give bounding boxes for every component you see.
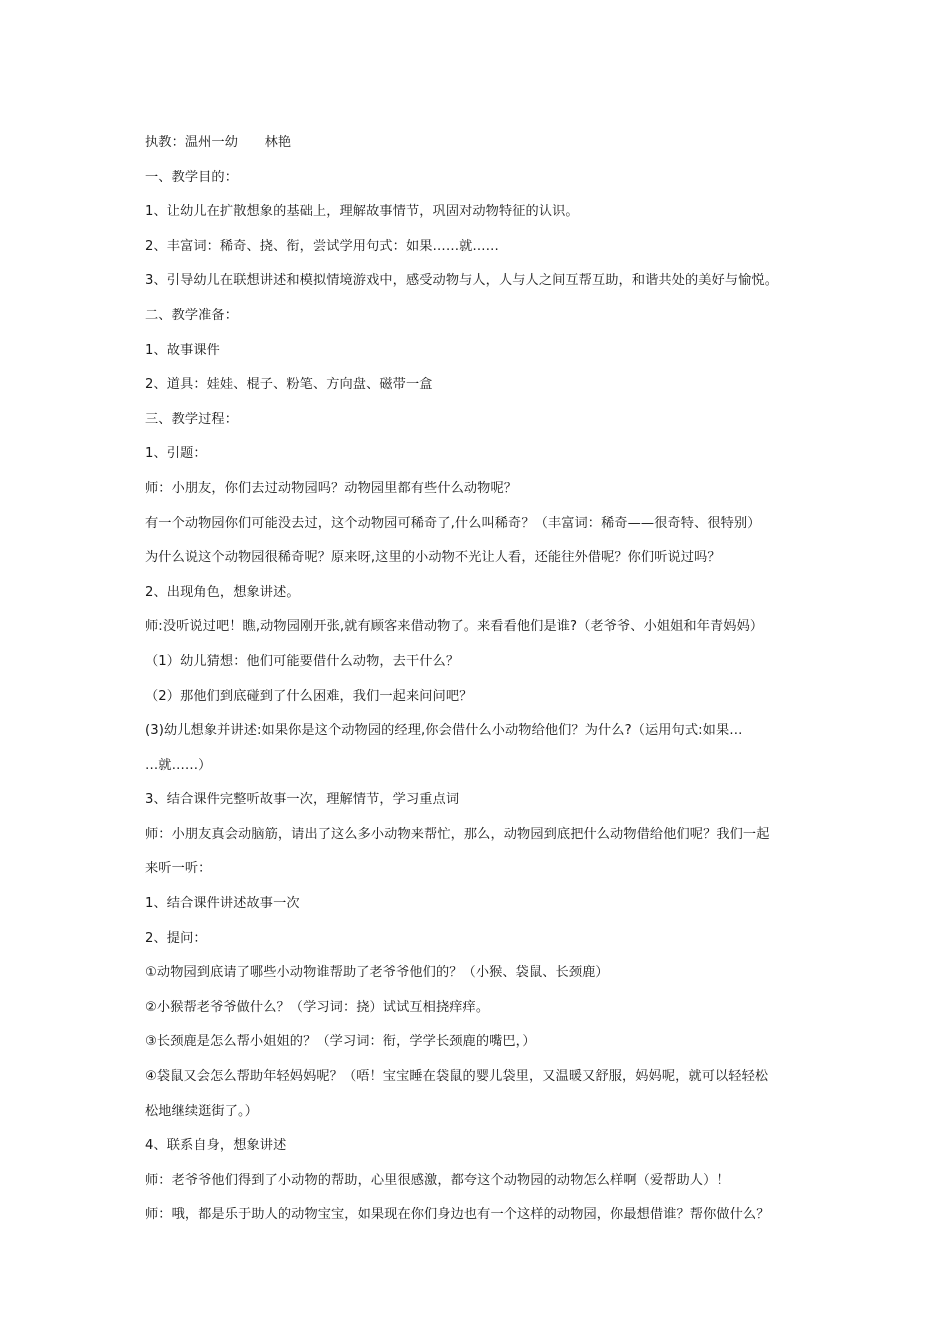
list-item: 1、结合课件讲述故事一次 — [145, 896, 300, 912]
preparation-item-1: 1、故事课件 — [145, 342, 220, 358]
preparation-item-2: 2、道具：娃娃、棍子、粉笔、方向盘、磁带一盒 — [145, 377, 433, 393]
section-heading-process: 三、教学过程： — [145, 411, 239, 427]
sub-item-line: （2）那他们到底碰到了什么困难，我们一起来问问吧？ — [145, 688, 473, 704]
paragraph-line: 为什么说这个动物园很稀奇呢？原来呀,这里的小动物不光让人看，还能往外借呢？你们听说过吗？ — [145, 550, 721, 566]
paragraph-line: 师:没听说过吧！瞧,动物园刚开张,就有顾客来借动物了。来看看他们是谁?（老爷爷、小姐姐和年青妈妈） — [145, 619, 764, 635]
document-page — [145, 126, 813, 1233]
paragraph-line: 师：小朋友真会动脑筋，请出了这么多小动物来帮忙，那么，动物园到底把什么动物借给他们呢？我们一起 — [145, 826, 770, 842]
list-item: 2、提问： — [145, 930, 207, 946]
question-item-4: ④袋鼠又会怎么帮助年轻妈妈呢？（唔！宝宝睡在袋鼠的婴儿袋里，又温暖又舒服，妈妈呢，就可以轻轻松 — [145, 1069, 769, 1085]
question-item-3: ③长颈鹿是怎么帮小姐姐的？（学习词：衔，学学长颈鹿的嘴巴，） — [145, 1034, 536, 1050]
process-step-3-heading: 3、结合课件完整听故事一次，理解情节，学习重点词 — [145, 792, 460, 808]
paragraph-line: 有一个动物园你们可能没去过，这个动物园可稀奇了,什么叫稀奇？（丰富词：稀奇——很奇特、很特别） — [145, 515, 761, 531]
process-step-1-heading: 1、引题： — [145, 446, 207, 462]
paragraph-line: 师：老爷爷他们得到了小动物的帮助，心里很感激，都夸这个动物园的动物怎么样啊（爱帮助人）！ — [145, 1172, 730, 1188]
section-heading-preparation: 二、教学准备： — [145, 307, 239, 323]
paragraph-line: 师：小朋友，你们去过动物园吗？动物园里都有些什么动物呢？ — [145, 480, 518, 496]
sub-item-line-continued: …就……） — [145, 757, 212, 773]
goal-item-2: 2、丰富词：稀奇、挠、衔，尝试学用句式：如果……就…… — [145, 238, 499, 254]
author-line: 执教：温州一幼 林艳 — [145, 135, 292, 150]
paragraph-line-continued: 来听一听： — [145, 861, 212, 877]
question-item-4-continued: 松地继续逛街了。） — [145, 1103, 258, 1119]
paragraph-line: 师：哦，都是乐于助人的动物宝宝，如果现在你们身边也有一个这样的动物园，你最想借谁？帮你做什么？ — [145, 1207, 770, 1223]
sub-item-line: （1）幼儿猜想：他们可能要借什么动物，去干什么？ — [145, 653, 460, 669]
goal-item-1: 1、让幼儿在扩散想象的基础上，理解故事情节，巩固对动物特征的认识。 — [145, 204, 579, 220]
process-step-2-heading: 2、出现角色，想象讲述。 — [145, 584, 300, 600]
process-step-4-heading: 4、联系自身，想象讲述 — [145, 1138, 287, 1154]
sub-item-line: (3)幼儿想象并讲述:如果你是这个动物园的经理,你会借什么小动物给他们？为什么?（运用句式:如果… — [145, 723, 743, 739]
question-item-2: ②小猴帮老爷爷做什么？（学习词：挠）试试互相挠痒痒。 — [145, 999, 490, 1015]
question-item-1: ①动物园到底请了哪些小动物谁帮助了老爷爷他们的？（小猴、袋鼠、长颈鹿） — [145, 965, 609, 981]
goal-item-3: 3、引导幼儿在联想讲述和模拟情境游戏中，感受动物与人，人与人之间互帮互助，和谐共处的美好与愉悦。 — [145, 273, 778, 289]
section-heading-goals: 一、教学目的： — [145, 169, 239, 185]
